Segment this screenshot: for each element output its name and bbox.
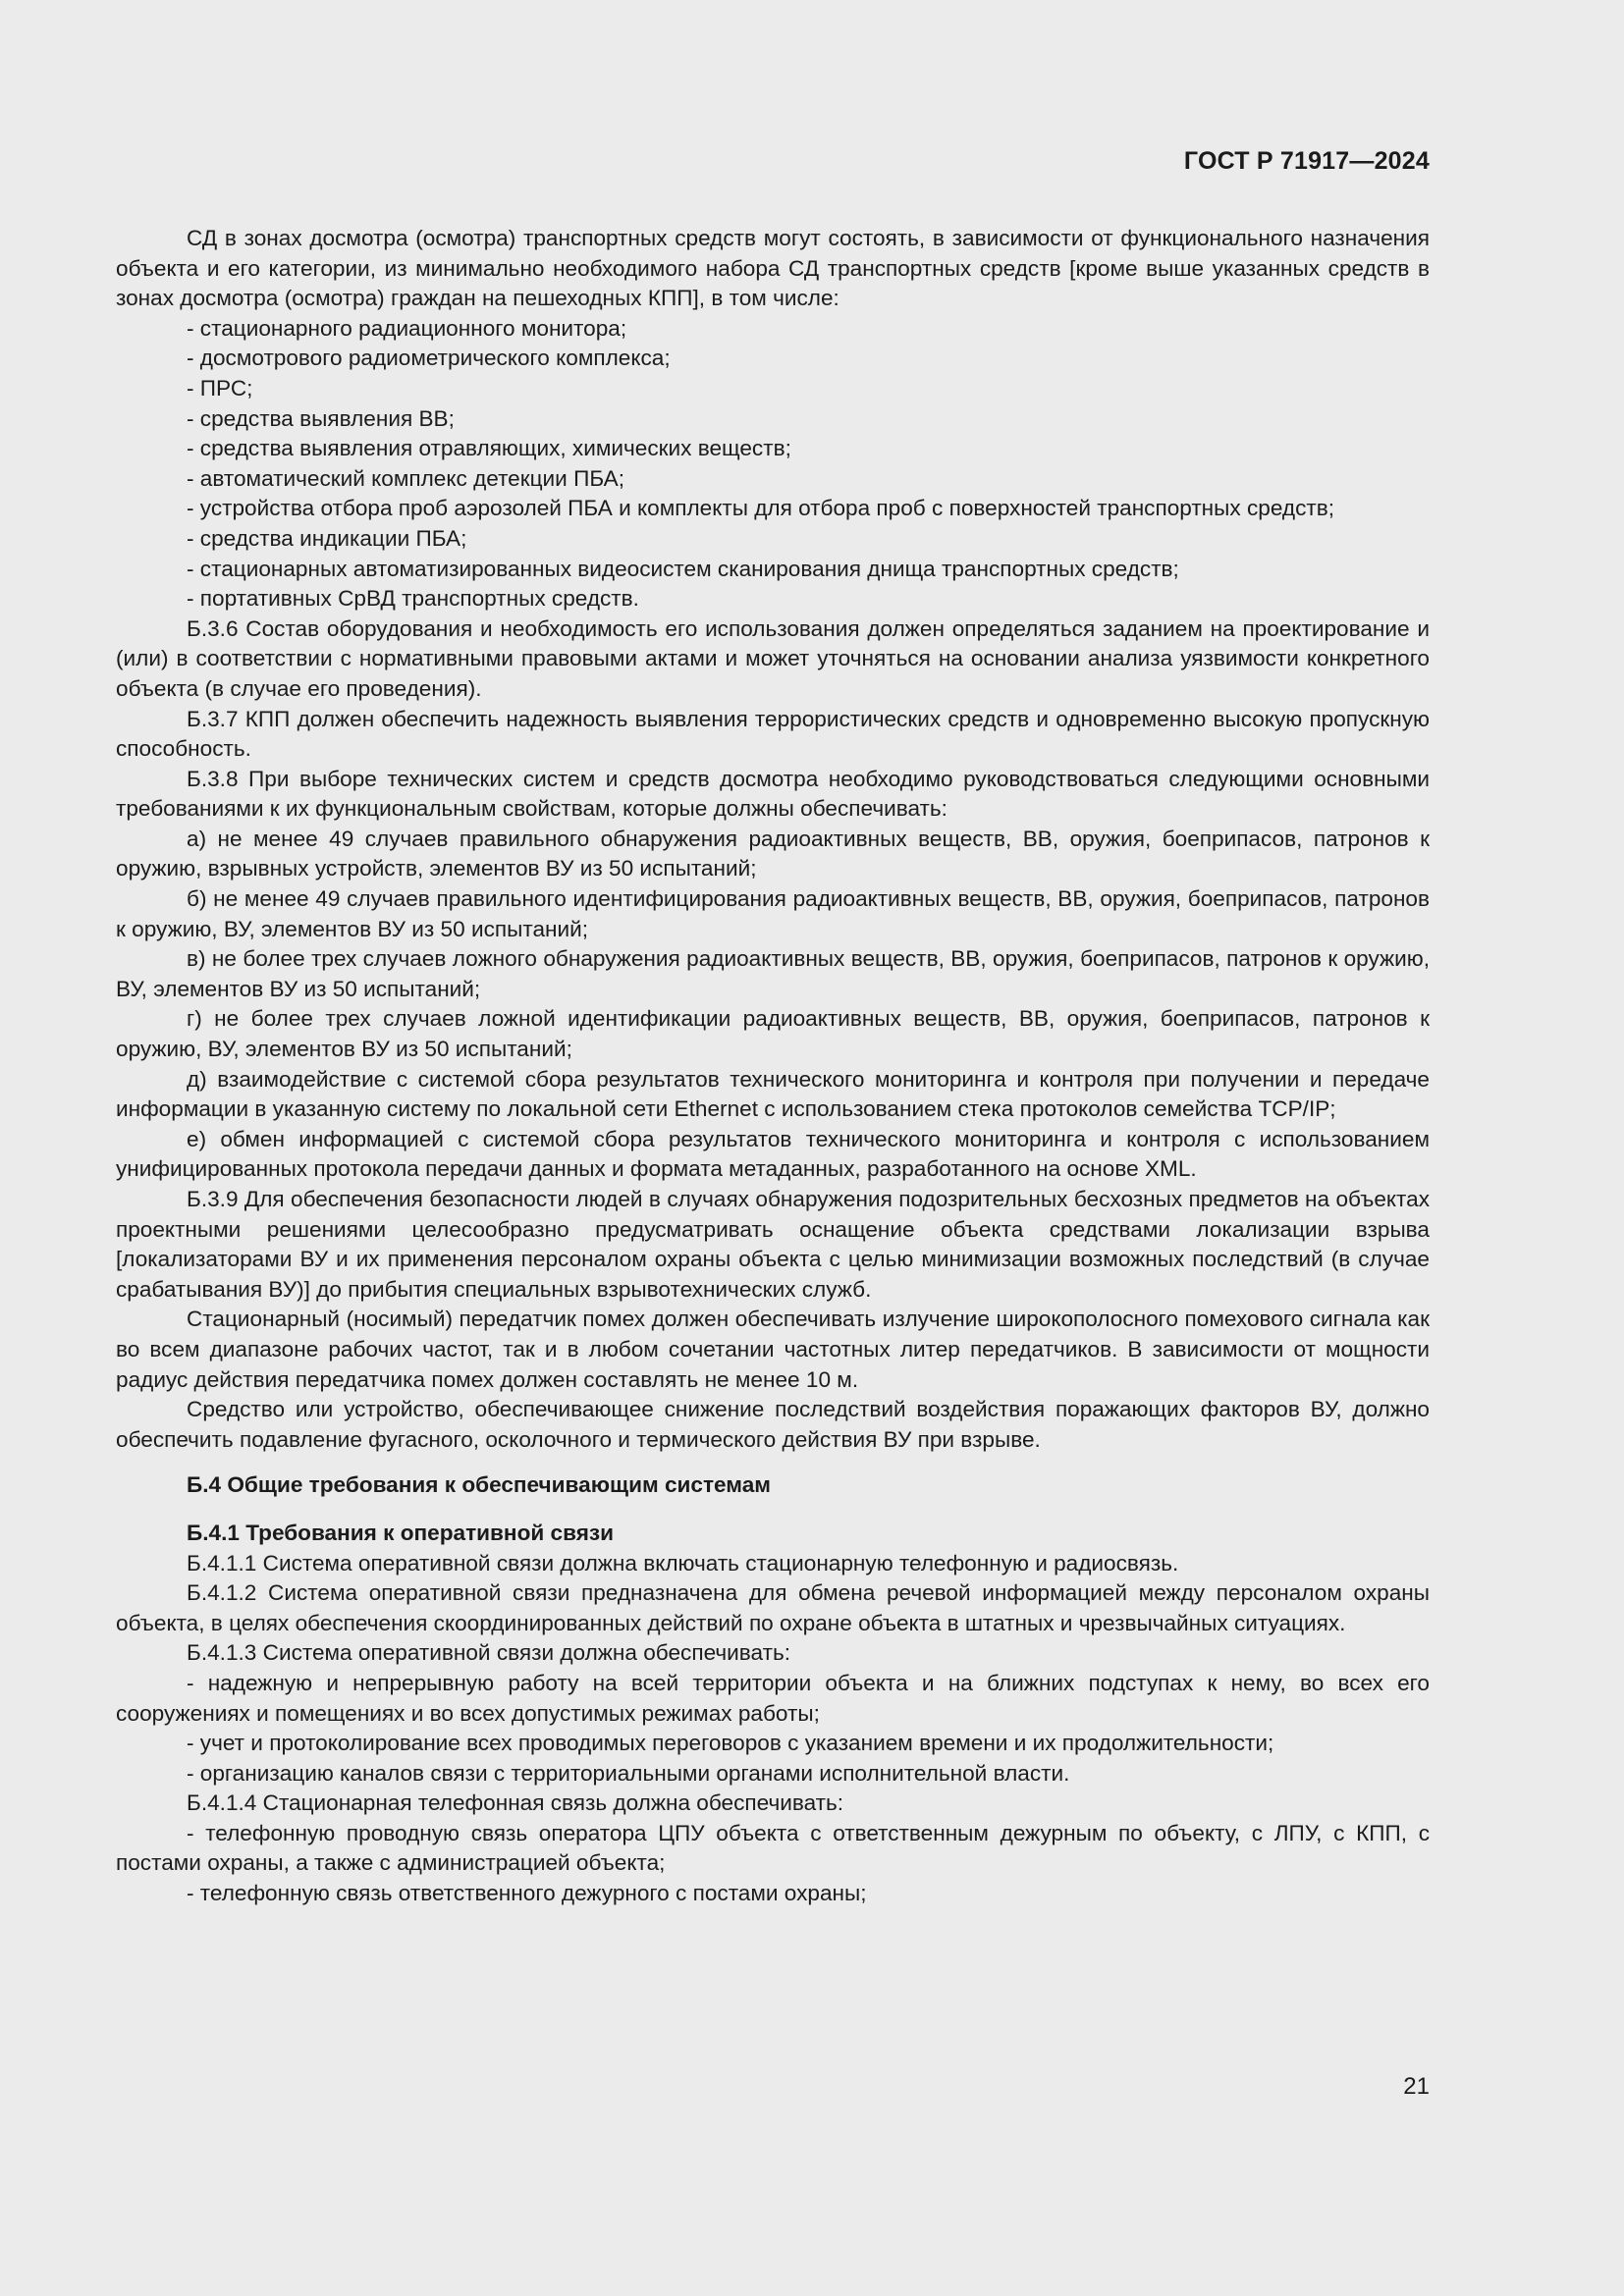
clause-b-4-1-1: Б.4.1.1 Система оперативной связи должна включать стационарную телефонную и радиосвязь. <box>187 1550 1179 1575</box>
list-item: - средства индикации ПБА; <box>187 525 467 551</box>
list-item: - средства выявления отравляющих, химических веществ; <box>187 436 791 461</box>
list-item: д) взаимодействие с системой сбора результатов технического мониторинга и контроля при получении и передаче информации в указанную систему по локальной сети Ethernet с использованием стека протоколов семейства TCP/IP; <box>116 1066 1430 1122</box>
clause-b-3-8: Б.3.8 При выборе технических систем и средств досмотра необходимо руководствоваться следующими основными требованиями к их функциональным свойствам, которые должны обеспечивать: <box>116 766 1430 822</box>
paragraph: Средство или устройство, обеспечивающее снижение последствий воздействия поражающих факторов ВУ, должно обеспечить подавление фугасного, осколочного и термического действия ВУ при взрыве. <box>116 1397 1430 1452</box>
list-item: в) не более трех случаев ложного обнаружения радиоактивных веществ, ВВ, оружия, боеприпасов, патронов к оружию, ВУ, элементов ВУ из 50 испытаний; <box>116 946 1430 1001</box>
list-item: - устройства отбора проб аэрозолей ПБА и комплекты для отбора проб с поверхностей транспортных средств; <box>187 496 1335 521</box>
clause-b-4-1-2: Б.4.1.2 Система оперативной связи предназначена для обмена речевой информацией между персоналом охраны объекта, в целях обеспечения скоординированных действий по охране объекта в штатных и чрезвычайных ситуациях. <box>116 1580 1430 1635</box>
list-item: б) не менее 49 случаев правильного идентифицирования радиоактивных веществ, ВВ, оружия, боеприпасов, патронов к оружию, ВУ, элементов ВУ из 50 испытаний; <box>116 886 1430 941</box>
document-body <box>116 224 1430 1909</box>
clause-b-4-1-3: Б.4.1.3 Система оперативной связи должна обеспечивать: <box>187 1640 790 1666</box>
paragraph: СД в зонах досмотра (осмотра) транспортных средств могут состоять, в зависимости от функционального назначения объекта и его категории, из минимально необходимого набора СД транспортных средств [кроме выше указанных средств в зонах досмотра (осмотра) граждан на пешеходных КПП], в том числе: <box>116 226 1430 311</box>
clause-b-3-7: Б.3.7 КПП должен обеспечить надежность выявления террористических средств и одновременно высокую пропускную способность. <box>116 706 1430 762</box>
document-header: ГОСТ Р 71917—2024 <box>1183 147 1430 175</box>
list-item: - телефонную связь ответственного дежурного с постами охраны; <box>187 1881 867 1906</box>
list-item: - надежную и непрерывную работу на всей территории объекта и на ближних подступах к нему, во всех его сооружениях и помещениях и во всех допустимых режимах работы; <box>116 1670 1430 1726</box>
clause-b-4-1-4: Б.4.1.4 Стационарная телефонная связь должна обеспечивать: <box>187 1790 844 1816</box>
list-item: - стационарного радиационного монитора; <box>187 315 627 341</box>
list-item: - ПРС; <box>187 375 253 400</box>
list-item: а) не менее 49 случаев правильного обнаружения радиоактивных веществ, ВВ, оружия, боеприпасов, патронов к оружию, взрывных устройств, элементов ВУ из 50 испытаний; <box>116 826 1430 881</box>
paragraph: Стационарный (носимый) передатчик помех должен обеспечивать излучение широкополосного помехового сигнала как во всем диапазоне рабочих частот, так и в любом сочетании частотных литер передатчиков. В зависимости от мощности радиус действия передатчика помех должен составлять не менее 10 м. <box>116 1307 1430 1392</box>
list-item: г) не более трех случаев ложной идентификации радиоактивных веществ, ВВ, оружия, боеприпасов, патронов к оружию, ВУ, элементов ВУ из 50 испытаний; <box>116 1006 1430 1062</box>
list-item: е) обмен информацией с системой сбора результатов технического мониторинга и контроля с использованием унифицированных протокола передачи данных и формата метаданных, разработанного на основе XML. <box>116 1126 1430 1182</box>
list-item: - автоматический комплекс детекции ПБА; <box>187 465 624 491</box>
list-item: - учет и протоколирование всех проводимых переговоров с указанием времени и их продолжительности; <box>187 1731 1274 1756</box>
section-heading-b-4: Б.4 Общие требования к обеспечивающим системам <box>187 1472 772 1498</box>
clause-b-3-6: Б.3.6 Состав оборудования и необходимость его использования должен определяться заданием на проектирование и (или) в соответствии с нормативными правовыми актами и может уточняться на основании анализа уязвимости конкретного объекта (в случае его проведения). <box>116 615 1430 701</box>
section-heading-b-4-1: Б.4.1 Требования к оперативной связи <box>187 1520 615 1545</box>
list-item: - стационарных автоматизированных видеосистем сканирования днища транспортных средств; <box>187 556 1179 581</box>
page-number: 21 <box>1403 2073 1430 2100</box>
list-item: - телефонную проводную связь оператора ЦПУ объекта с ответственным дежурным по объекту, с ЛПУ, с КПП, с постами охраны, а также с администрацией объекта; <box>116 1820 1430 1876</box>
list-item: - организацию каналов связи с территориальными органами исполнительной власти. <box>187 1760 1070 1786</box>
clause-b-3-9: Б.3.9 Для обеспечения безопасности людей в случаях обнаружения подозрительных бесхозных предметов на объектах проектными решениями целесообразно предусматривать оснащение объекта средствами локализации взрыва [локализаторами ВУ и их применения персоналом охраны объекта с целью минимизации возможных последствий (в случае срабатывания ВУ)] до прибытия специальных взрывотехнических служб. <box>116 1187 1430 1302</box>
list-item: - досмотрового радиометрического комплекса; <box>187 346 671 371</box>
list-item: - средства выявления ВВ; <box>187 405 455 431</box>
list-item: - портативных СрВД транспортных средств. <box>187 586 639 612</box>
